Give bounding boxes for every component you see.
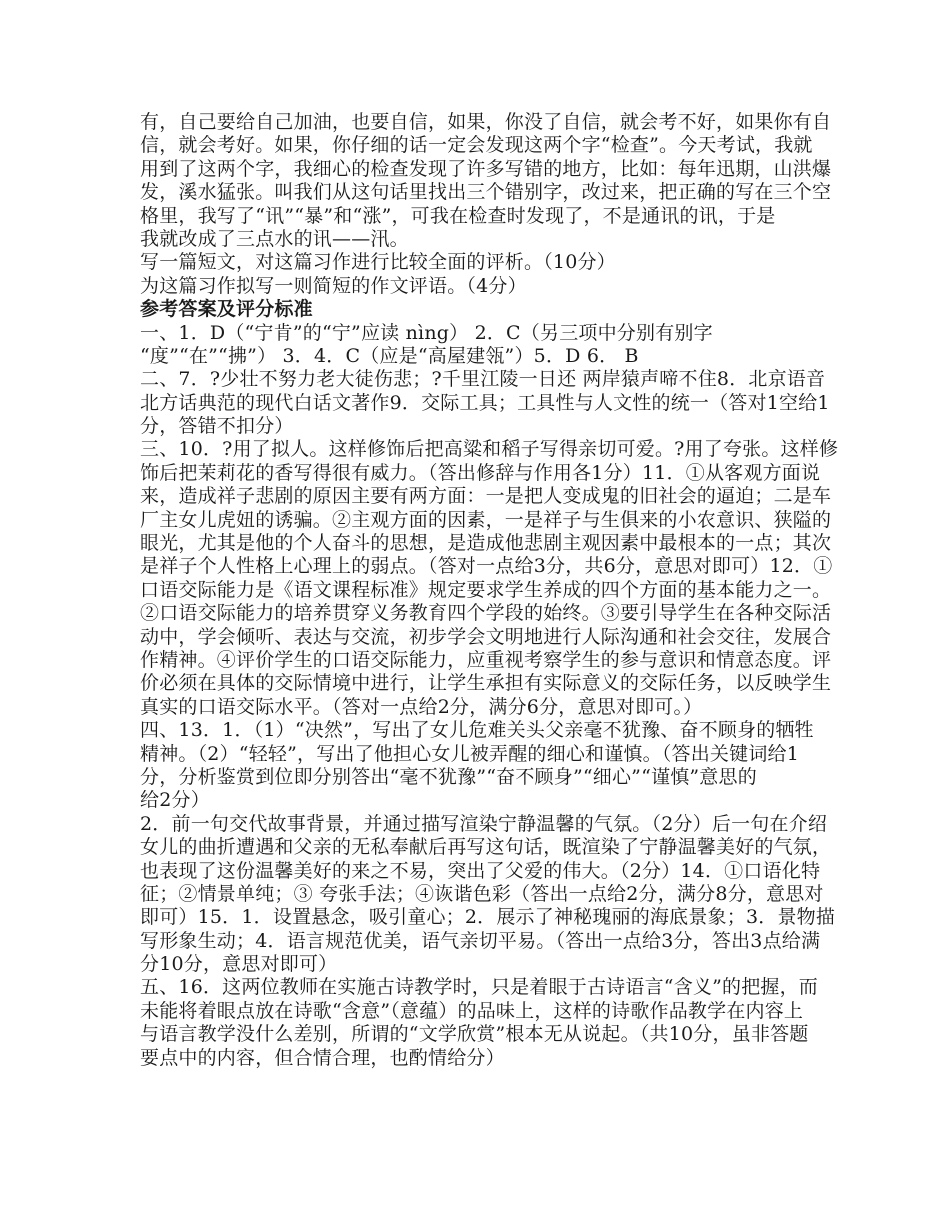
- answer-line-25: 征；②情景单纯；③ 夸张手法；④诙谐色彩（答出一点给2分，满分8分，意思对: [140, 882, 824, 905]
- answer-key-heading: 参考答案及评分标准: [140, 298, 313, 321]
- answer-line-12: 口语交际能力是《语文课程标准》规定要求学生养成的四个方面的基本能力之一。: [140, 578, 832, 601]
- answer-line-2: “度”“在”“拂”） 3．4．C（应是“高屋建瓴”）5．D 6． B: [140, 344, 639, 367]
- answer-line-17: 真实的口语交际水平。（答对一点给2分，满分6分，意思对即可。）: [140, 695, 703, 718]
- answer-line-18: 四、13．1．（1）“决然”，写出了女儿危难关头父亲毫不犹豫、奋不顾身的牺牲: [140, 719, 814, 742]
- essay-line-1: 有，自己要给自己加油，也要自信，如果，你没了自信，就会考不好，如果你有自: [140, 111, 832, 133]
- answer-line-30: 未能将着眼点放在诗歌“含意”（意蕴）的品味上，这样的诗歌作品教学在内容上: [140, 999, 804, 1022]
- essay-line-4: 发，溪水猛张。叫我们从这句话里找出三个错别字，改过来，把正确的写在三个空: [140, 181, 832, 204]
- document-page: [140, 111, 839, 1070]
- answer-line-4: 北方话典范的现代白话文著作9．交际工具；工具性与人文性的统一（答对1空给1: [140, 391, 830, 414]
- answer-line-11: 是祥子个人性格上心理上的弱点。（答对一点给3分，共6分，意思对即可）12．①: [140, 555, 833, 578]
- essay-line-2: 信，就会考好。如果，你仔细的话一定会发现这两个字“检查”。今天考试，我就: [140, 134, 813, 157]
- answer-line-23: 女儿的曲折遭遇和父亲的无私奉献后再写这句话，既渲染了宁静温馨美好的气氛，: [140, 836, 832, 859]
- answer-line-29: 五、16．这两位教师在实施古诗教学时，只是着眼于古诗语言“含义”的把握，而: [140, 976, 819, 999]
- answer-line-7: 饰后把茉莉花的香写得很有威力。（答出修辞与作用各1分）11．①从客观方面说: [140, 461, 821, 484]
- answer-line-20: 分，分析鉴赏到位即分别答出“毫不犹豫”“奋不顾身”“细心”“谨慎”意思的: [140, 765, 757, 788]
- answer-line-14: 动中，学会倾听、表达与交流，初步学会文明地进行人际沟通和社会交往，发展合: [140, 625, 832, 648]
- answer-line-5: 分，答错不扣分）: [140, 415, 294, 438]
- answer-line-8: 来，造成祥子悲剧的原因主要有两方面：一是把人变成鬼的旧社会的逼迫；二是车: [140, 485, 832, 508]
- answer-line-26: 即可）15．1．设置悬念，吸引童心；2．展示了神秘瑰丽的海底景象；3．景物描: [140, 906, 836, 929]
- answer-line-22: 2．前一句交代故事背景，并通过描写渲染宁静温馨的气氛。（2分）后一句在介绍: [140, 812, 828, 835]
- essay-line-5: 格里，我写了“讯”“暴”和“涨”，可我在检查时发现了，不是通讯的讯，于是: [140, 204, 776, 227]
- answer-line-15: 作精神。④评价学生的口语交际能力，应重视考察学生的参与意识和情意态度。评: [140, 648, 832, 671]
- answer-line-28: 分10分，意思对即可）: [140, 953, 338, 976]
- task-prompt-2: 为这篇习作拟写一则简短的作文评语。（4分）: [140, 274, 527, 297]
- answer-line-3: 二、7．?少壮不努力老大徒伤悲；?千里江陵一日还 两岸猿声啼不住8．北京语音: [140, 368, 826, 391]
- answer-line-10: 眼光，尤其是他的个人奋斗的思想，是造成他悲剧主观因素中最根本的一点；其次: [140, 532, 832, 555]
- answer-line-21: 给2分）: [140, 789, 210, 812]
- answer-line-9: 厂主女儿虎妞的诱骗。②主观方面的因素，一是祥子与生俱来的小农意识、狭隘的: [140, 508, 832, 531]
- answer-line-1: 一、1．D（“宁肯”的“宁”应读 nìng） 2．C（另三项中分别有别字: [140, 321, 713, 344]
- answer-line-13: ②口语交际能力的培养贯穿义务教育四个学段的始终。③要引导学生在各种交际活: [140, 602, 832, 625]
- answer-line-32: 要点中的内容，但合情合理，也酌情给分）: [140, 1046, 505, 1069]
- task-prompt-1: 写一篇短文，对这篇习作进行比较全面的评析。（10分）: [140, 251, 616, 274]
- answer-line-6: 三、10．?用了拟人。这样修饰后把高粱和稻子写得亲切可爱。?用了夸张。这样修: [140, 438, 839, 461]
- answer-line-31: 与语言教学没什么差别，所谓的“文学欣赏”根本无从说起。（共10分，虽非答题: [140, 1023, 809, 1046]
- essay-line-3: 用到了这两个字，我细心的检查发现了许多写错的地方，比如：每年迅期，山洪爆: [140, 157, 832, 180]
- essay-line-6: 我就改成了三点水的讯——汛。: [140, 227, 409, 250]
- answer-line-24: 也表现了这份温馨美好的来之不易，突出了父爱的伟大。（2分）14．①口语化特: [140, 859, 821, 882]
- answer-line-19: 精神。（2）“轻轻”，写出了他担心女儿被弄醒的细心和谨慎。（答出关键词给1: [140, 742, 800, 765]
- answer-line-27: 写形象生动；4．语言规范优美，语气亲切平易。（答出一点给3分，答出3点给满: [140, 929, 821, 952]
- answer-line-16: 价必须在具体的交际情境中进行，让学生承担有实际意义的交际任务，以反映学生: [140, 672, 832, 695]
